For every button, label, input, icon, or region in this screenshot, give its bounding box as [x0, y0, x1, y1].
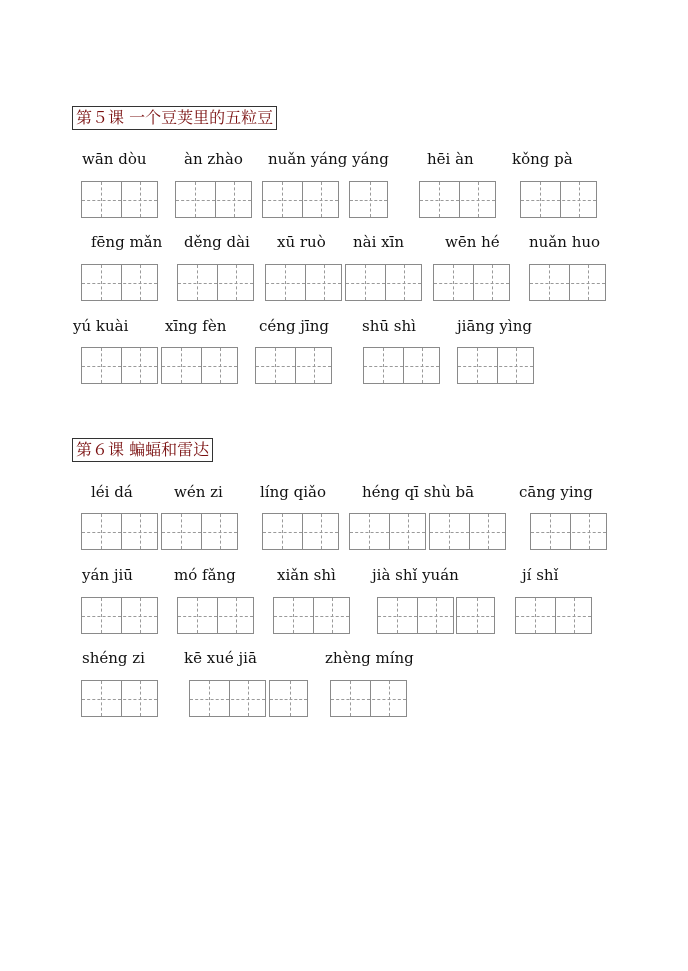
grid-line	[217, 598, 218, 633]
pinyin-xu-ruo: xū ruò	[277, 233, 326, 251]
grid-line	[417, 598, 418, 633]
writing-box[interactable]	[262, 513, 339, 550]
writing-box[interactable]	[262, 181, 339, 218]
pinyin-hei-an: hēi àn	[427, 150, 474, 168]
writing-box[interactable]	[175, 181, 252, 218]
grid-line	[101, 598, 102, 633]
grid-line	[473, 265, 474, 300]
pinyin-deng-dai: děng dài	[184, 233, 250, 251]
pinyin-wen-he: wēn hé	[445, 233, 500, 251]
grid-line	[121, 514, 122, 549]
grid-line	[439, 182, 440, 217]
writing-box[interactable]	[429, 513, 506, 550]
grid-line	[140, 681, 141, 716]
grid-line	[209, 681, 210, 716]
grid-line	[121, 265, 122, 300]
grid-line	[314, 348, 315, 383]
grid-line	[305, 265, 306, 300]
writing-box[interactable]	[81, 347, 158, 384]
writing-box[interactable]	[255, 347, 332, 384]
writing-box[interactable]	[433, 264, 510, 301]
grid-line	[453, 265, 454, 300]
pinyin-xing-fen: xīng fèn	[165, 317, 227, 335]
grid-line	[248, 681, 249, 716]
grid-line	[101, 182, 102, 217]
pinyin-yan-jiu: yán jiū	[82, 566, 133, 584]
writing-box[interactable]	[81, 264, 158, 301]
grid-line	[550, 514, 551, 549]
grid-line	[195, 182, 196, 217]
grid-line	[408, 514, 409, 549]
pinyin-nai-xin: nài xīn	[353, 233, 405, 251]
writing-box[interactable]	[330, 680, 407, 717]
grid-line	[293, 598, 294, 633]
grid-line	[295, 348, 296, 383]
writing-box[interactable]	[189, 680, 266, 717]
grid-line	[236, 265, 237, 300]
grid-line	[121, 681, 122, 716]
grid-line	[422, 348, 423, 383]
grid-line	[389, 681, 390, 716]
grid-line	[220, 514, 221, 549]
grid-line	[385, 265, 386, 300]
grid-line	[302, 182, 303, 217]
grid-line	[383, 348, 384, 383]
grid-line	[370, 681, 371, 716]
writing-box[interactable]	[81, 513, 158, 550]
grid-line	[140, 514, 141, 549]
grid-line	[579, 182, 580, 217]
grid-line	[469, 514, 470, 549]
grid-line	[234, 182, 235, 217]
grid-line	[101, 514, 102, 549]
lesson-6-title: 第６课 蝙蝠和雷达	[72, 438, 213, 462]
pinyin-cang-ying: cāng ying	[519, 483, 593, 501]
grid-line	[588, 265, 589, 300]
pinyin-an-zhao: àn zhào	[184, 150, 243, 168]
grid-line	[477, 348, 478, 383]
grid-line	[332, 598, 333, 633]
writing-box[interactable]	[81, 597, 158, 634]
pinyin-yu-kuai: yú kuài	[73, 317, 129, 335]
grid-line	[560, 182, 561, 217]
grid-line	[197, 598, 198, 633]
grid-line	[555, 598, 556, 633]
grid-line	[497, 348, 498, 383]
pinyin-shu-shi: shū shì	[362, 317, 416, 335]
writing-box[interactable]	[515, 597, 592, 634]
grid-line	[324, 265, 325, 300]
grid-line	[101, 681, 102, 716]
pinyin-ling-qiao: líng qiǎo	[260, 483, 326, 501]
grid-line	[365, 265, 366, 300]
writing-box[interactable]	[349, 181, 388, 218]
grid-line	[535, 598, 536, 633]
grid-line	[201, 514, 202, 549]
writing-box[interactable]	[377, 597, 454, 634]
writing-box[interactable]	[177, 597, 254, 634]
grid-line	[321, 182, 322, 217]
grid-line	[449, 514, 450, 549]
writing-box[interactable]	[349, 513, 426, 550]
pinyin-ke-xue-jia: kē xué jiā	[184, 649, 257, 667]
grid-line	[589, 514, 590, 549]
grid-line	[181, 514, 182, 549]
grid-line	[290, 681, 291, 716]
writing-box[interactable]	[456, 597, 495, 634]
grid-line	[459, 182, 460, 217]
grid-line	[217, 265, 218, 300]
grid-line	[121, 182, 122, 217]
grid-line	[101, 265, 102, 300]
pinyin-nuan-huo: nuǎn huo	[529, 233, 601, 251]
pinyin-nuan-yang-yang: nuǎn yáng yáng	[268, 150, 389, 168]
pinyin-zheng-ming: zhèng míng	[325, 649, 414, 667]
grid-line	[403, 348, 404, 383]
grid-line	[181, 348, 182, 383]
pinyin-xian-shi: xiǎn shì	[277, 566, 336, 584]
writing-box[interactable]	[419, 181, 496, 218]
writing-box[interactable]	[529, 264, 606, 301]
grid-line	[220, 348, 221, 383]
pinyin-feng-man: fēng mǎn	[91, 233, 163, 251]
grid-line	[404, 265, 405, 300]
writing-box[interactable]	[265, 264, 342, 301]
grid-line	[492, 265, 493, 300]
pinyin-heng-qi-shu-ba: héng qī shù bā	[362, 483, 475, 501]
grid-line	[540, 182, 541, 217]
pinyin-mo-fang: mó fǎng	[174, 566, 236, 584]
grid-line	[215, 182, 216, 217]
grid-line	[436, 598, 437, 633]
grid-line	[321, 514, 322, 549]
grid-line	[229, 681, 230, 716]
grid-line	[101, 348, 102, 383]
pinyin-wen-zi: wén zi	[174, 483, 223, 501]
writing-box[interactable]	[161, 347, 238, 384]
grid-line	[140, 182, 141, 217]
writing-box[interactable]	[269, 680, 308, 717]
grid-line	[282, 514, 283, 549]
grid-line	[477, 598, 478, 633]
writing-box[interactable]	[530, 513, 607, 550]
grid-line	[197, 265, 198, 300]
grid-line	[236, 598, 237, 633]
grid-line	[140, 265, 141, 300]
lesson-5-title: 第５课 一个豆荚里的五粒豆	[72, 106, 277, 130]
pinyin-sheng-zi: shéng zi	[82, 649, 145, 667]
pinyin-wan-dou: wān dòu	[82, 150, 147, 168]
grid-line	[569, 265, 570, 300]
writing-box[interactable]	[520, 181, 597, 218]
writing-box[interactable]	[81, 181, 158, 218]
grid-line	[285, 265, 286, 300]
grid-line	[549, 265, 550, 300]
grid-line	[201, 348, 202, 383]
grid-line	[140, 348, 141, 383]
writing-box[interactable]	[345, 264, 422, 301]
grid-line	[389, 514, 390, 549]
grid-line	[302, 514, 303, 549]
grid-line	[313, 598, 314, 633]
grid-line	[570, 514, 571, 549]
writing-box[interactable]	[177, 264, 254, 301]
pinyin-kong-pa: kǒng pà	[512, 150, 573, 168]
pinyin-ceng-jing: céng jīng	[259, 317, 330, 335]
writing-box[interactable]	[273, 597, 350, 634]
grid-line	[282, 182, 283, 217]
grid-line	[140, 598, 141, 633]
writing-box[interactable]	[161, 513, 238, 550]
pinyin-jiang-ying: jiāng yìng	[457, 317, 532, 335]
writing-box[interactable]	[457, 347, 534, 384]
grid-line	[121, 348, 122, 383]
writing-box[interactable]	[363, 347, 440, 384]
grid-line	[574, 598, 575, 633]
grid-line	[516, 348, 517, 383]
grid-line	[488, 514, 489, 549]
grid-line	[370, 182, 371, 217]
grid-line	[369, 514, 370, 549]
pinyin-ji-shi: jí shǐ	[522, 566, 559, 584]
grid-line	[478, 182, 479, 217]
pinyin-jia-shi-yuan: jià shǐ yuán	[372, 566, 459, 584]
pinyin-lei-da: léi dá	[91, 483, 133, 501]
writing-box[interactable]	[81, 680, 158, 717]
grid-line	[275, 348, 276, 383]
grid-line	[121, 598, 122, 633]
grid-line	[350, 681, 351, 716]
grid-line	[397, 598, 398, 633]
